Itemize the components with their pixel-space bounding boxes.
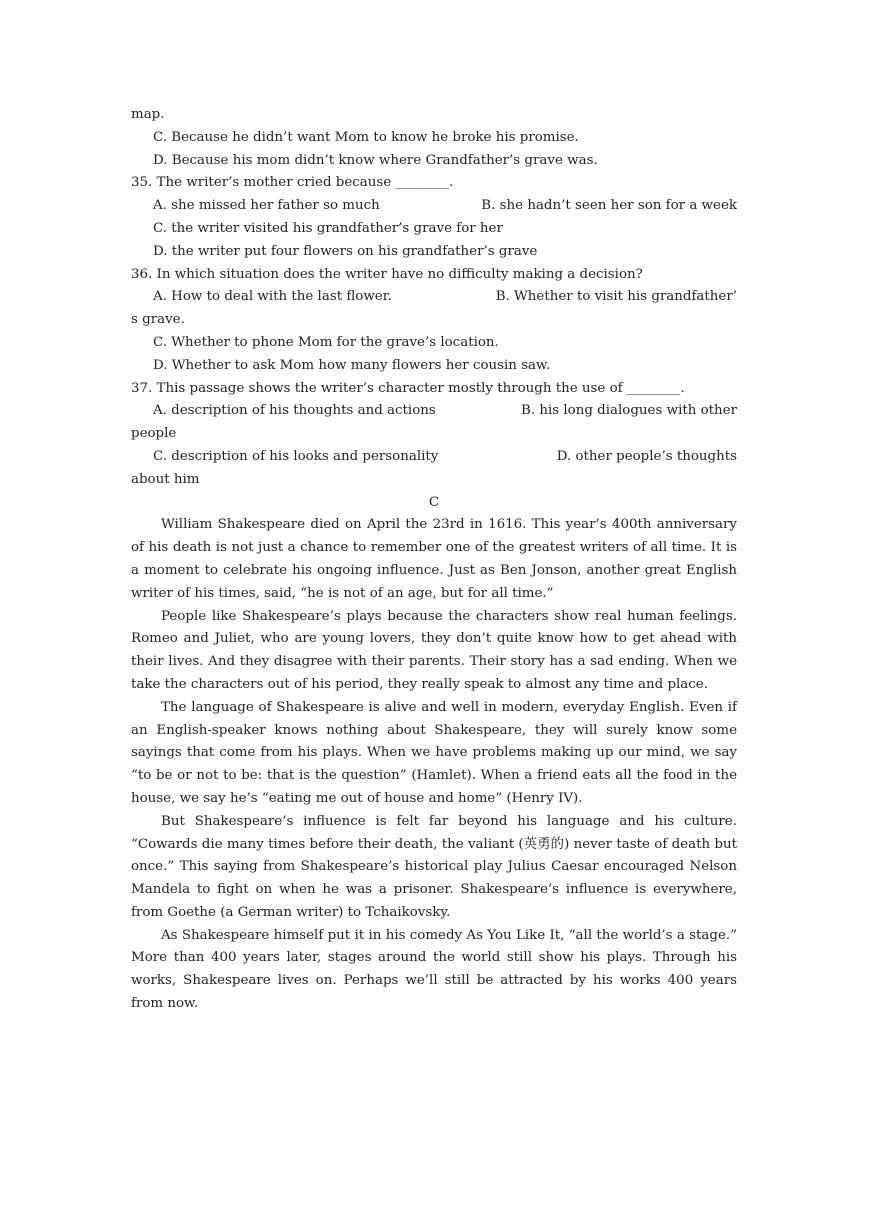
q36-option-d: D. Whether to ask Mom how many flowers her cousin saw. [153,357,551,373]
q36-option-b-continued: s grave. [131,312,185,328]
q36-option-a: A. How to deal with the last flower. [153,289,392,305]
q37-option-b: B. his long dialogues with other [520,403,737,419]
q37-option-d-continued: about him [131,471,200,487]
q35-option-d: D. the writer put four flowers on his grandfather’s grave [153,243,538,259]
passage-paragraph: The language of Shakespeare is alive and well in modern, everyday English. Even if an English-speaker knows nothing about Shakespeare, they will surely know some sayings that come from his plays. When we have problems making up our mind, we say “to be or not to be: that is the question” (Hamlet). When a friend eats all the food in the house, we say he’s “eating me out of house and home” (Henry IV). [131,699,737,806]
q36-option-b: B. Whether to visit his grandfather’ [495,289,737,305]
q37-option-b-continued: people [131,426,177,442]
q34-option-c: C. Because he didn’t want Mom to know he broke his promise. [153,129,579,145]
q35-options-ab [131,195,737,218]
passage-paragraph: William Shakespeare died on April the 23rd in 1616. This year’s 400th anniversary of his death is not just a chance to remember one of the greatest writers of all time. It is a moment to celebrate his ongoing influence. Just as Ben Jonson, another great English writer of his times, said, “he is not of an age, but for all time.” [131,517,737,601]
q35-option-a: A. she missed her father so much [153,198,380,214]
q35-stem: 35. The writer’s mother cried because ________. [131,175,454,191]
section-label: C [428,494,440,510]
q36-option-c: C. Whether to phone Mom for the grave’s location. [153,334,499,350]
q37-option-a: A. description of his thoughts and actions [153,403,436,419]
q36-stem: 36. In which situation does the writer have no difficulty making a decision? [131,266,643,282]
q36-options-ab [131,286,737,309]
q37-options-cd [131,446,737,469]
q37-option-d: D. other people’s thoughts [556,448,737,464]
q35-option-c: C. the writer visited his grandfather’s grave for her [153,220,503,236]
passage-paragraph: As Shakespeare himself put it in his comedy As You Like It, “all the world’s a stage.” More than 400 years later, stages around the world still show his plays. Through his works, Shakespeare lives on. Perhaps we’ll still be attracted by his works 400 years from now. [131,927,737,1012]
continued-text: map. [131,107,165,122]
q35-option-b: B. she hadn’t seen her son for a week [481,198,737,214]
passage-paragraph: But Shakespeare’s influence is felt far beyond his language and his culture. “Cowards die many times before their death, the valiant (英勇的) never taste of death but once.” This saying from Shakespeare’s historical play Julius Caesar encouraged Nelson Mandela to fight on when he was a prisoner. Shakespeare’s influence is everywhere, from Goethe (a German writer) to Tchaikovsky. [131,813,737,920]
document-page [131,104,737,1016]
q37-option-c: C. description of his looks and personality [153,448,439,464]
q37-stem: 37. This passage shows the writer’s character mostly through the use of ________. [131,380,685,396]
q37-options-ab [131,400,737,423]
passage-paragraph: People like Shakespeare’s plays because the characters show real human feelings. Romeo and Juliet, who are young lovers, they don’t quite know how to get ahead with their lives. And they disagree with their parents. Their story has a sad ending. When we take the characters out of his period, they really speak to almost any time and place. [131,608,737,692]
q34-option-d: D. Because his mom didn’t know where Grandfather’s grave was. [153,152,598,168]
reading-passage [131,514,737,1016]
